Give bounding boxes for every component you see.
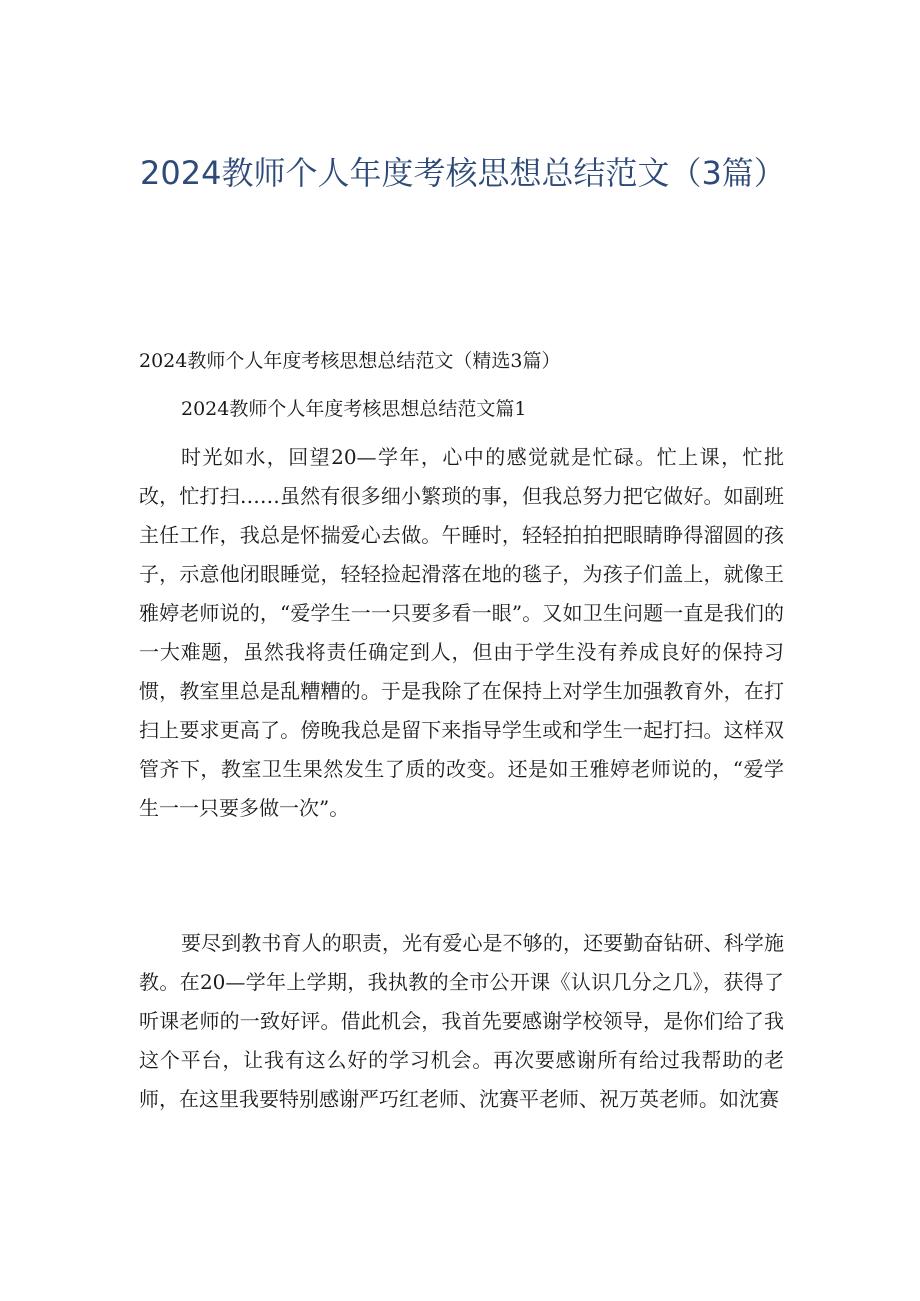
document-title: 2024教师个人年度考核思想总结范文（3篇） <box>140 154 786 192</box>
section-heading: 2024教师个人年度考核思想总结范文篇1 <box>181 398 527 420</box>
body-paragraph-2: 要尽到教书育人的职责，光有爱心是不够的，还要勤奋钻研、科学施教。在20—学年上学期，我执教的全市公开课《认识几分之几》，获得了听课老师的一致好评。借此机会，我首先要感谢学校领导，是你们给了我这个平台，让我有这么好的学习机会。再次要感谢所有给过我帮助的老师，在这里我要特别感谢严巧红老师、沈赛平老师、祝万英老师。如沈赛 <box>139 931 784 1111</box>
document-subtitle: 2024教师个人年度考核思想总结范文（精选3篇） <box>139 350 561 372</box>
body-paragraph-1: 时光如水，回望20—学年，心中的感觉就是忙碌。忙上课，忙批改，忙打扫……虽然有很多细小繁琐的事，但我总努力把它做好。如副班主任工作，我总是怀揣爱心去做。午睡时，轻轻拍拍把眼睛睁得溜圆的孩子，示意他闭眼睡觉，轻轻捡起滑落在地的毯子，为孩子们盖上，就像王雅婷老师说的，“爱学生一一只要多看一眼”。又如卫生问题一直是我们的一大难题，虽然我将责任确定到人，但由于学生没有养成良好的保持习惯，教室里总是乱糟糟的。于是我除了在保持上对学生加强教育外，在打扫上要求更高了。傍晚我总是留下来指导学生或和学生一起打扫。这样双管齐下，教室卫生果然发生了质的改变。还是如王雅婷老师说的，“爱学生一一只要多做一次”。 <box>139 445 784 820</box>
